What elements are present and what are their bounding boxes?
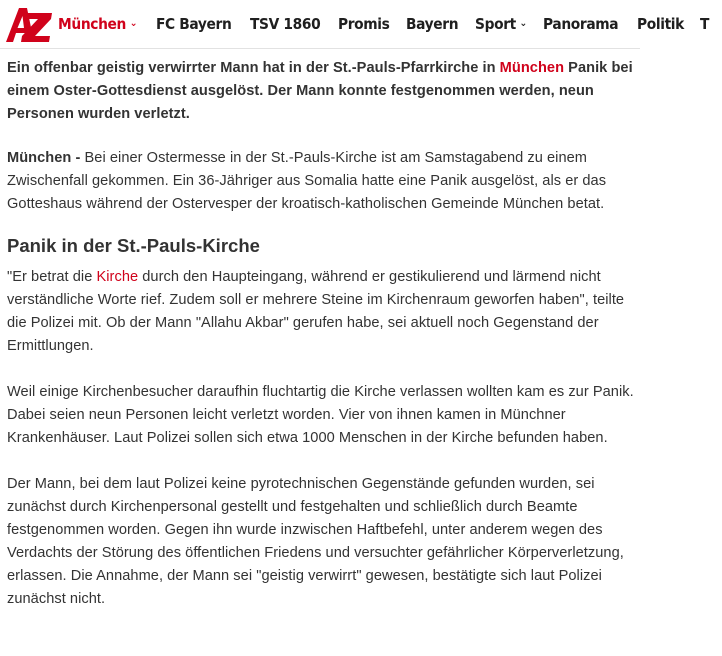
kirche-link[interactable]: Kirche: [96, 269, 139, 285]
nav-item-truncated[interactable]: T: [700, 15, 710, 33]
az-logo-mark: [4, 4, 54, 44]
nav-item-politik[interactable]: Politik: [637, 15, 685, 33]
nav-item-sport[interactable]: [475, 15, 527, 33]
nav-item-bayern[interactable]: Bayern: [406, 15, 459, 33]
nav-item-promis[interactable]: Promis: [338, 15, 390, 33]
main-nav: [58, 0, 722, 48]
article-body: [0, 49, 640, 611]
nav-item-label: Sport: [475, 15, 516, 33]
chevron-down-icon: ⌄: [129, 17, 138, 29]
paragraph-text: durch den Haupteingang, während er gestikulierend und lärmend nicht verständliche Worte rief. Zudem soll er mehrere Steine im Kirchenraum geworfen haben", teilte die Polizei mit. Ob der Mann "Allahu Akbar" gerufen habe, sei aktuell noch Gegenstand der Ermittlungen.: [7, 269, 625, 354]
az-logo[interactable]: [0, 0, 58, 48]
top-navigation-bar: [0, 0, 710, 49]
article-lead: [7, 57, 634, 126]
nav-item-tsv-1860[interactable]: TSV 1860: [249, 15, 321, 33]
paragraph-text: "Er betrat die: [7, 269, 97, 285]
muenchen-link[interactable]: München: [499, 60, 565, 76]
subheading: Panik in der St.-Pauls-Kirche: [7, 235, 260, 256]
nav-item-fc-bayern[interactable]: FC Bayern: [155, 15, 232, 33]
dateline: München -: [7, 150, 81, 166]
nav-item-muenchen[interactable]: [58, 15, 137, 33]
lead-text: Ein offenbar geistig verwirrter Mann hat in der St.-Pauls-Pfarrkirche in: [7, 60, 500, 76]
paragraph-text: Bei einer Ostermesse in der St.-Pauls-Kirche ist am Samstagabend zu einem Zwischenfall gekommen. Ein 36-Jähriger aus Somalia hatte eine Panik ausgelöst, als er das Gotteshaus während der Ostervesper der kroatisch-katholischen Gemeinde München betat.: [7, 150, 607, 212]
lead-text: Panik bei einem Oster-Gottesdienst ausgelöst. Der Mann konnte festgenommen werden, neun Personen wurden verletzt.: [7, 60, 633, 122]
paragraph-1: [7, 266, 634, 358]
chevron-down-icon: ⌄: [519, 17, 527, 29]
intro-paragraph: [7, 147, 634, 216]
paragraph-2: Weil einige Kirchenbesucher daraufhin fluchtartig die Kirche verlassen wollten kam es zur Panik. Dabei seien neun Personen leicht verletzt worden. Vier von ihnen kamen in Münchner Krankenhäuser. Laut Polizei sollen sich etwa 1000 Menschen in der Kirche befunden haben.: [7, 384, 634, 446]
nav-item-label: München: [58, 15, 127, 33]
nav-item-panorama[interactable]: Panorama: [543, 15, 619, 33]
paragraph-3: Der Mann, bei dem laut Polizei keine pyrotechnischen Gegenstände gefunden wurden, sei zunächst durch Kirchenpersonal gestellt und festgehalten und schließlich durch Beamte festgenommen worden. Gegen ihn wurde inzwischen Haftbefehl, unter anderem wegen des Verdachts der Störung des öffentlichen Friedens und versuchter gefährlicher Körperverletzung, erlassen. Die Annahme, der Mann sei "geistig verwirrt" gewesen, bestätigte sich laut Polizei zunächst nicht.: [7, 476, 624, 607]
